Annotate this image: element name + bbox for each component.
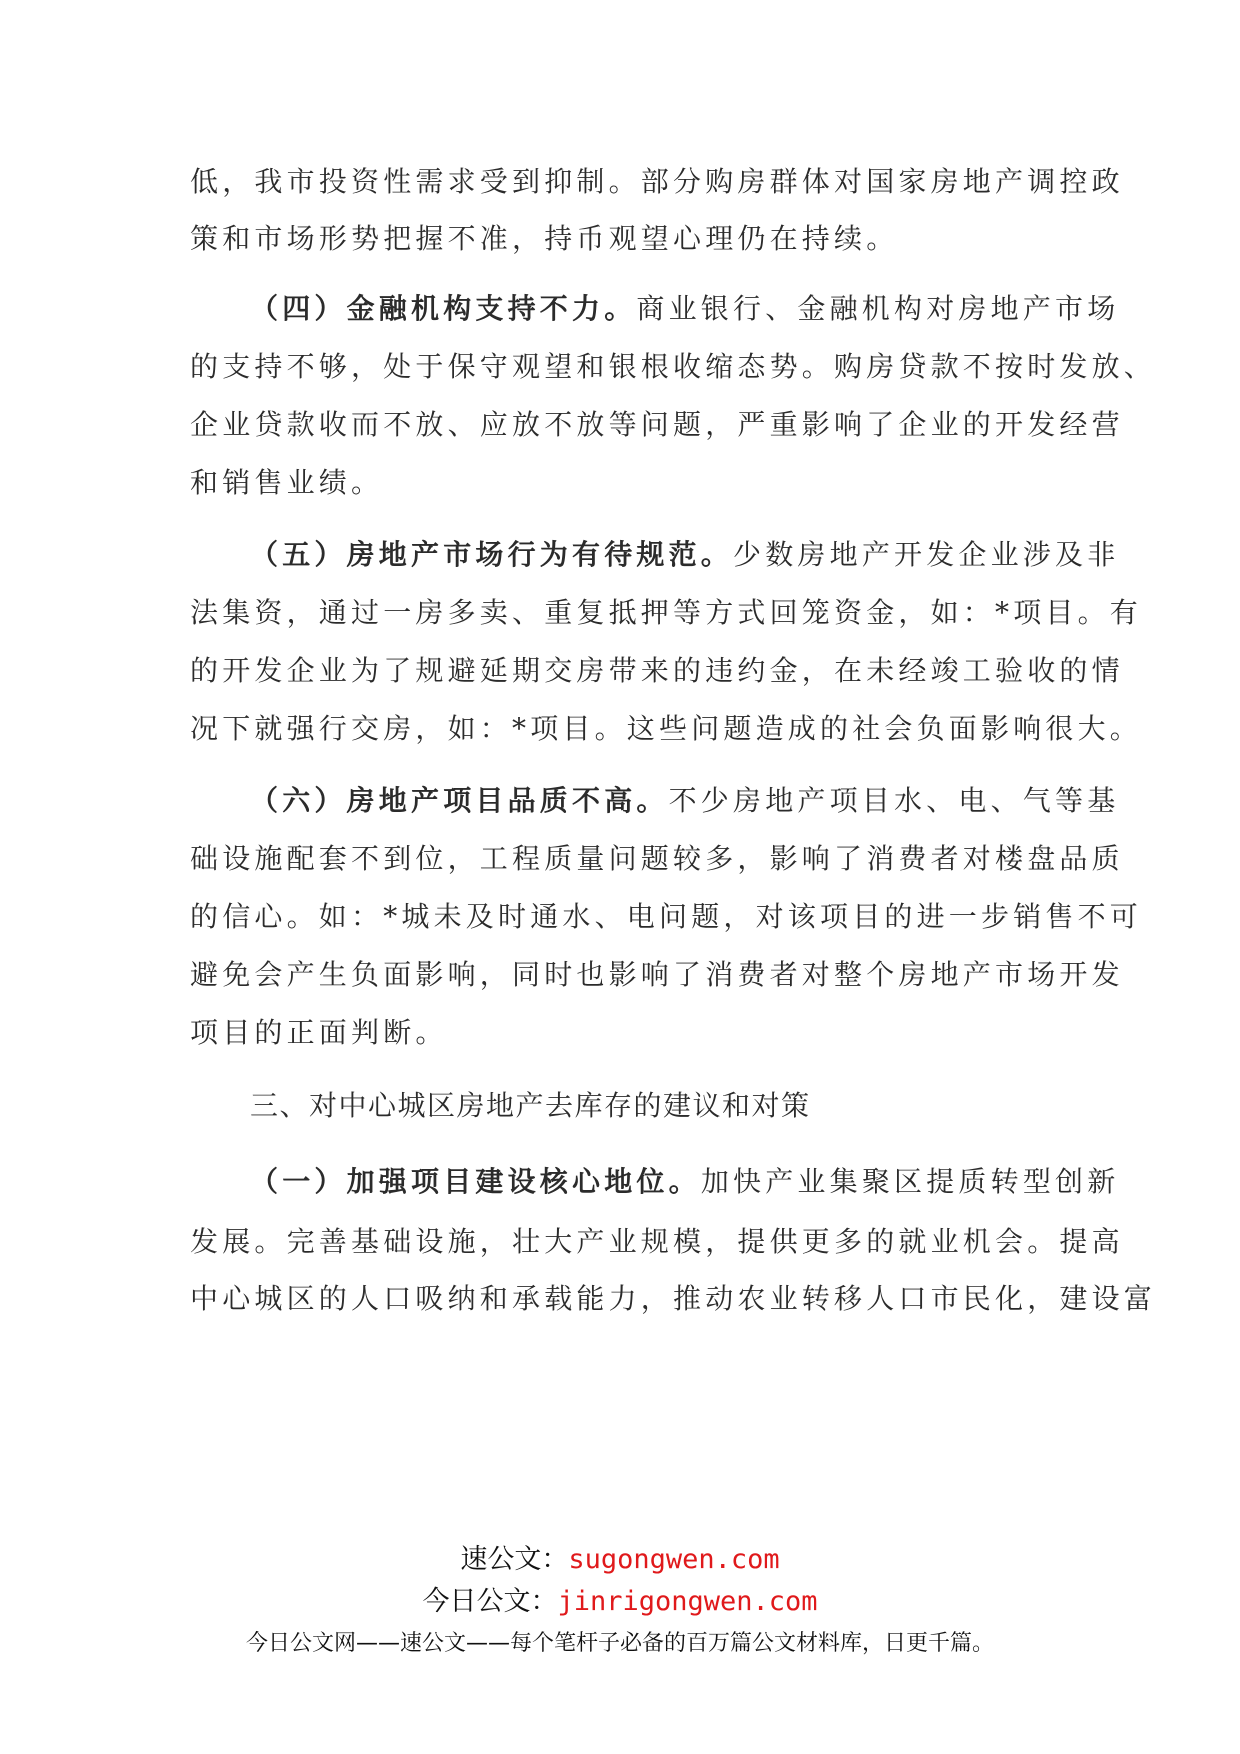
body-line: 的支持不够，处于保守观望和银根收缩态势。购房贷款不按时发放、 <box>190 350 1157 383</box>
body-line: 项目的正面判断。 <box>190 1016 448 1049</box>
body-line: 发展。完善基础设施，壮大产业规模，提供更多的就业机会。提高 <box>190 1225 1124 1258</box>
footer-label-2: 今日公文： <box>422 1586 558 1617</box>
footer-sugongwen <box>0 1542 1240 1578</box>
paragraph-6-heading: （六）房地产项目品质不高。 <box>250 784 669 817</box>
paragraph-6-text: 不少房地产项目水、电、气等基 <box>668 784 1120 817</box>
body-line: 础设施配套不到位，工程质量问题较多，影响了消费者对楼盘品质 <box>190 842 1124 875</box>
paragraph-5-text: 少数房地产开发企业涉及非 <box>733 538 1120 571</box>
body-line: 的开发企业为了规避延期交房带来的违约金，在未经竣工验收的情 <box>190 654 1124 687</box>
footer-tagline: 今日公文网——速公文——每个笔杆子必备的百万篇公文材料库，日更千篇。 <box>245 1631 994 1656</box>
paragraph-4-text: 商业银行、金融机构对房地产市场 <box>636 292 1120 325</box>
paragraph-5-heading: （五）房地产市场行为有待规范。 <box>250 538 734 571</box>
footer-label-1: 速公文： <box>460 1544 569 1575</box>
body-line: 法集资，通过一房多卖、重复抵押等方式回笼资金，如：*项目。有 <box>190 596 1143 629</box>
section-heading: 三、对中心城区房地产去库存的建议和对策 <box>250 1089 811 1122</box>
footer-jinrigongwen <box>0 1584 1240 1620</box>
paragraph-6-first-line <box>250 781 1120 821</box>
paragraph-7-heading: （一）加强项目建设核心地位。 <box>250 1165 701 1198</box>
body-line: 避免会产生负面影响，同时也影响了消费者对整个房地产市场开发 <box>190 958 1124 991</box>
paragraph-4-heading: （四）金融机构支持不力。 <box>250 292 637 325</box>
body-line: 低，我市投资性需求受到抑制。部分购房群体对国家房地产调控政 <box>190 165 1124 198</box>
paragraph-4-first-line <box>250 289 1120 329</box>
body-line: 和销售业绩。 <box>190 466 384 499</box>
jinrigongwen-link[interactable]: jinrigongwen.com <box>557 1586 818 1617</box>
paragraph-5-first-line <box>250 535 1120 575</box>
paragraph-7-text: 加快产业集聚区提质转型创新 <box>700 1165 1120 1198</box>
body-line: 策和市场形势把握不准，持币观望心理仍在持续。 <box>190 222 899 255</box>
body-line: 中心城区的人口吸纳和承载能力，推动农业转移人口市民化，建设富 <box>190 1282 1157 1315</box>
sugongwen-link[interactable]: sugongwen.com <box>568 1544 780 1575</box>
paragraph-7-first-line <box>250 1162 1120 1202</box>
body-line: 的信心。如：*城未及时通水、电问题，对该项目的进一步销售不可 <box>190 900 1143 933</box>
body-line: 况下就强行交房，如：*项目。这些问题造成的社会负面影响很大。 <box>190 712 1143 745</box>
body-line: 企业贷款收而不放、应放不放等问题，严重影响了企业的开发经营 <box>190 408 1124 441</box>
